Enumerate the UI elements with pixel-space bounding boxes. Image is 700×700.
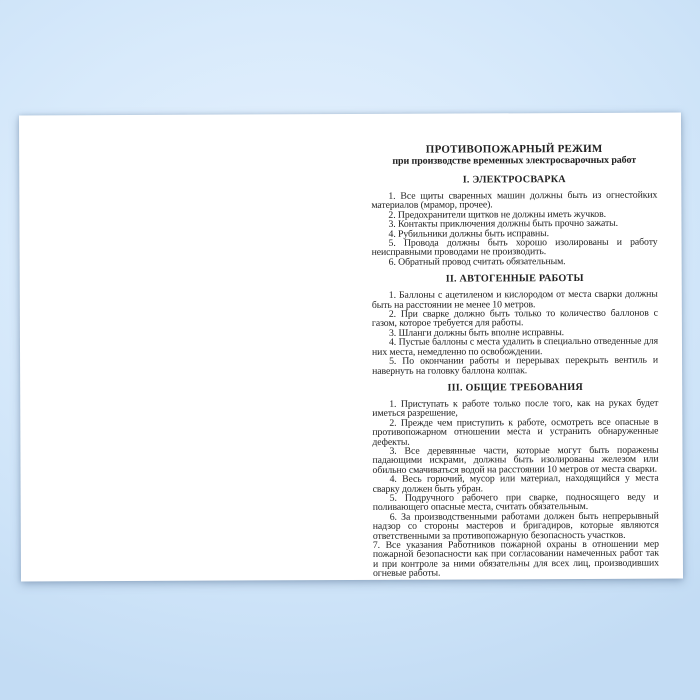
- list-item: 5. Подручного рабочего при сварке, подносящего веду и поливающего опасные места, считать обязательным.: [372, 491, 659, 514]
- list-item: 2. Предохранители щитков не должны иметь жучков.: [388, 208, 606, 221]
- list-item: 3. Шланги должны быть вполне исправны.: [388, 326, 565, 339]
- list-item: 4. Рубильники должны быть исправны.: [388, 227, 550, 240]
- document-text-column: [371, 143, 659, 579]
- list-item: 7. Все указания Работников пожарной охраны в отношении мер пожарной безопасности как при согласовании намеченных работ так и при контроле за ними обязательны для всех лиц, производивших огневые работы.: [372, 538, 659, 580]
- section-avtogennye-raboty: [372, 273, 658, 376]
- list-item: 1. Приступать к работе только после того, как на руках будет иметься разрешение,: [372, 397, 659, 420]
- document-sheet: [19, 113, 683, 582]
- list-item: 3. Все деревянные части, которые могут быть поражены падающими искрами, должны быть изолированы железом или обильно смачиваться водой на расстоянии 10 метров от места сварки.: [372, 444, 659, 476]
- document-title: ПРОТИВОПОЖАРНЫЙ РЕЖИМ: [425, 142, 603, 156]
- section-heading: I. ЭЛЕКТРОСВАРКА: [462, 174, 566, 186]
- section-heading: II. АВТОГЕННЫЕ РАБОТЫ: [445, 273, 584, 285]
- list-item: 6. За производственными работами должен быть непрерывный надзор со стороны мастеров и бригадиров, которые являются ответственными за противопожарную безопасность участков.: [372, 510, 659, 542]
- list-item: 1. Баллоны с ацетиленом и кислородом от места сварки должны быть на расстоянии не менее 10 метров.: [371, 288, 658, 311]
- list-item: 5. По окончании работы и перерывах перекрыть вентиль и навернуть на головку баллона колпак.: [372, 354, 659, 377]
- list-item: 5. Провода должны быть хорошо изолированы и работу неисправными проводами не производить.: [371, 236, 658, 259]
- list-item: 6. Обратный провод считать обязательным.: [388, 255, 566, 268]
- list-item: 4. Пустые баллоны с места удалить в специально отведенные для них места, немедленно по освобождении.: [371, 335, 659, 358]
- list-item: 2. При сварке должно быть только то количество баллонов с газом, которое требуется для работы.: [371, 307, 658, 330]
- list-item: 2. Прежде чем приступить к работе, осмотреть все опасные в противопожарном отношении места и устранить обнаруженные дефекты.: [372, 416, 659, 448]
- section-heading: III. ОБЩИЕ ТРЕБОВАНИЯ: [447, 381, 583, 394]
- list-item: 4. Весь горючий, мусор или материал, находящийся у места сварку должен быть убран.: [372, 472, 659, 495]
- list-item: 1. Все щиты сваренных машин должны быть из огнестойких материалов (мрамор, прочее).: [371, 189, 658, 212]
- section-electrosvarka: [371, 174, 657, 267]
- document-subtitle: при производстве временных электросварочных работ: [392, 154, 637, 167]
- list-item: 3. Контакты приключения должны быть прочно зажаты.: [388, 218, 619, 231]
- blank-page-area: [19, 114, 351, 581]
- section-obshchie-trebovaniya: [372, 382, 659, 579]
